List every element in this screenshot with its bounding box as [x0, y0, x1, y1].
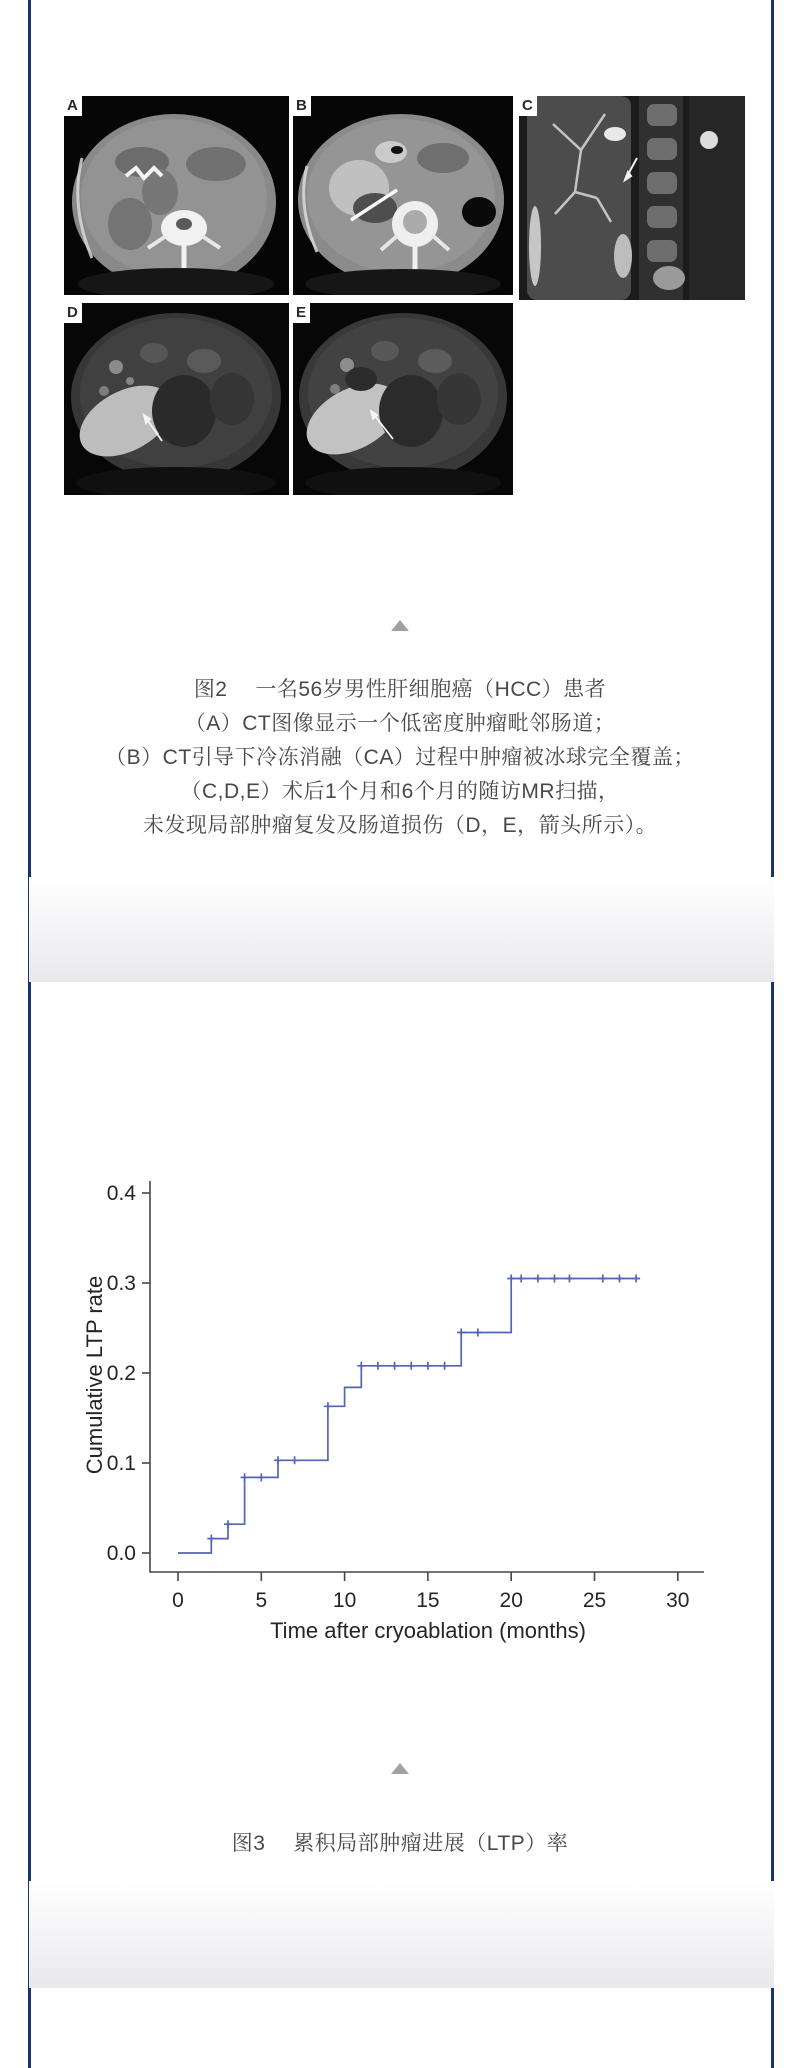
censor-marks: [207, 1275, 640, 1543]
ltp-cumulative-rate-chart: [80, 1170, 720, 1650]
figure2-panel-c-mr-image: [519, 96, 745, 300]
ltp-step-curve: [178, 1279, 640, 1554]
figure2-caption-line: 未发现局部肿瘤复发及肠道损伤（D，E，箭头所示）。: [142, 814, 658, 837]
ltp-chart-svg: [80, 1170, 720, 1650]
figure2-caption-line: （A）CT图像显示一个低密度肿瘤毗邻肠道；: [184, 712, 616, 735]
chart-axes: [150, 1181, 704, 1572]
page-right-border: [771, 0, 774, 2068]
figure2-panel-b-ct-image: [293, 96, 513, 295]
panel-label-b: B: [293, 96, 311, 116]
mr-coronal-scan-graphic: [519, 96, 745, 300]
y-tick-label: 0.1: [106, 1452, 136, 1475]
y-tick-label: 0.3: [106, 1272, 136, 1295]
figure2-caption-line: （B）CT引导下冷冻消融（CA）过程中肿瘤被冰球完全覆盖；: [105, 746, 695, 769]
figure2-caption: [34, 673, 766, 843]
x-axis-title: Time after cryoablation (months): [270, 1618, 586, 1643]
x-tick-label: 0: [172, 1589, 184, 1612]
section-divider: [29, 1881, 774, 1988]
x-tick-label: 5: [255, 1589, 268, 1612]
y-axis-title: Cumulative LTP rate: [82, 1275, 107, 1475]
figure3-caption-line: 图3 累积局部肿瘤进展（LTP）率: [231, 1832, 569, 1855]
figure2-caption-line: 图2 一名56岁男性肝细胞癌（HCC）患者: [193, 678, 607, 701]
y-tick-label: 0.2: [106, 1362, 136, 1385]
y-tick-label: 0.4: [106, 1182, 136, 1205]
page-left-border: [28, 0, 31, 2068]
panel-label-c: C: [519, 96, 537, 116]
x-tick-label: 15: [416, 1589, 440, 1612]
section-divider: [29, 877, 774, 982]
figure2-panel-a-ct-image: [64, 96, 289, 295]
panel-label-e: E: [293, 303, 310, 323]
figure2-panel-e-mr-image: [293, 303, 513, 495]
triangle-up-icon: [391, 1763, 409, 1774]
x-tick-label: 30: [666, 1589, 690, 1612]
triangle-up-icon: [391, 620, 409, 631]
x-tick-label: 10: [332, 1589, 357, 1612]
figure2-panel-d-mr-image: [64, 303, 289, 495]
mr-followup-6month-graphic: [293, 303, 513, 495]
ct-cryoablation-scan-graphic: [293, 96, 513, 295]
ct-axial-scan-graphic: [64, 96, 289, 295]
x-tick-label: 20: [499, 1589, 523, 1612]
x-tick-label: 25: [582, 1589, 607, 1612]
panel-label-a: A: [64, 96, 82, 116]
figure2-caption-line: （C,D,E）术后1个月和6个月的随访MR扫描，: [180, 780, 620, 803]
figure3-caption: [34, 1827, 766, 1861]
y-tick-label: 0.0: [106, 1542, 136, 1565]
panel-label-d: D: [64, 303, 82, 323]
mr-followup-1month-graphic: [64, 303, 289, 495]
